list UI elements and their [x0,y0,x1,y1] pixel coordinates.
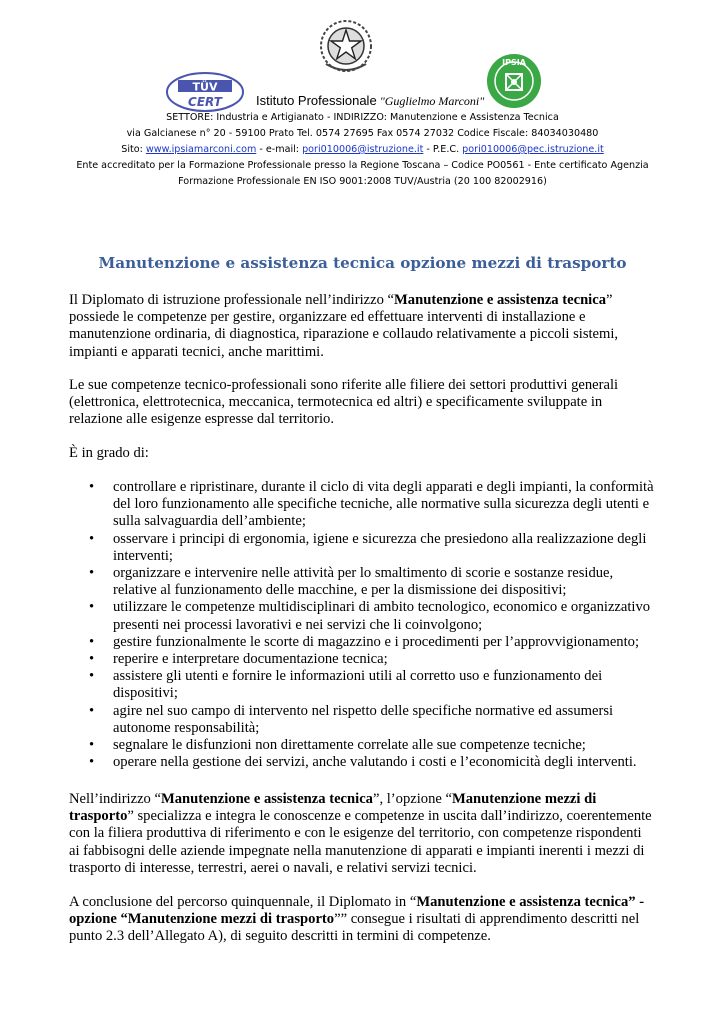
list-item-line: segnalare le disfunzioni non direttamente correlate alle sue competenze tecniche; [113,737,586,754]
address-line: via Galcianese n° 20 - 59100 Prato Tel. 0574 27695 Fax 0574 27032 Codice Fiscale: 84034030480 [126,128,599,139]
bullet-icon: • [89,565,95,582]
bold-text-run: Manutenzione e assistenza tecnica [160,791,373,807]
paragraph-1-line-1 [69,292,669,309]
paragraph-1-line-2: possiede le competenze per gestire, organizzare ed effettuare interventi di installazione e [69,309,586,326]
sector-line: SETTORE: Industria e Artigianato - INDIRIZZO: Manutenzione e Assistenza Tecnica [166,112,559,123]
ipsia-logo [484,52,544,110]
list-item-line: controllare e ripristinare, durante il ciclo di vita degli apparati e degli impianti, la conformità [113,479,654,495]
email-label: - e-mail: [256,144,303,155]
list-item-line: gestire funzionalmente le scorte di magazzino e i procedimenti per l’approvvigionamento; [113,633,639,650]
list-item-line: sulla salvaguardia dell’ambiente; [113,513,306,530]
text-run: ” [606,292,613,308]
paragraph-1-line-3: manutenzione ordinaria, di diagnostica, riparazione e collaudo relativamente a piccoli sistemi, [69,326,619,343]
website-link[interactable]: www.ipsiamarconi.com [145,144,257,155]
list-item-line: utilizzare le competenze multidisciplinari di ambito tecnologico, economico e organizzativo [113,599,651,616]
bold-text-run: Manutenzione e assistenza tecnica [394,292,607,308]
bullet-icon: • [89,737,95,754]
list-item [69,565,669,599]
institute-name-text: Istituto Professionale [256,93,377,108]
bullet-icon: • [89,530,95,547]
list-item [69,479,669,531]
bullet-icon: • [89,651,95,668]
email-link[interactable]: pori010006@istruzione.it [302,144,424,155]
paragraph-2-line-2: (elettronica, elettrotecnica, meccanica, termotecnica ed altri) e specificamente sviluppate in [69,394,603,411]
list-item-line: del loro funzionamento alle specifiche tecniche, alle normative sulla sicurezza degli utenti e [113,496,650,513]
paragraph-4-line-1 [69,894,669,911]
list-item-line: osservare i principi di ergonomia, igiene e sicurezza che presiedono alla realizzazione degli [113,530,647,547]
text-run: Il Diplomato di istruzione professionale nell’indirizzo “ [69,292,395,308]
list-item [69,531,669,565]
certification-line: Formazione Professionale EN ISO 9001:2008 TUV/Austria (20 100 82002916) [178,176,547,187]
ipsia-logo-icon [484,52,544,110]
list-intro: È in grado di: [69,445,149,461]
list-item-line: autonome responsabilità; [113,719,260,736]
paragraph-2-line-1: Le sue competenze tecnico-professionali sono riferite alle filiere dei settori produttivi generali [69,377,619,393]
svg-text:IPSIA: IPSIA [502,58,526,67]
institute-name-italic: "Guglielmo Marconi" [379,94,485,108]
paragraph-4-line-2 [69,911,669,928]
bullet-icon: • [89,668,95,685]
list-item-line: presenti nei processi lavorativi e nei servizi che li coinvolgono; [113,616,483,633]
paragraph-3-line-2 [69,808,669,825]
list-item-line: organizzare e intervenire nelle attività per lo smaltimento di scorie e sostanze residue, [113,565,614,582]
bold-text-run: opzione “Manutenzione mezzi di trasporto [69,911,335,928]
text-run: ”, l’opzione “ [372,791,452,807]
list-item [69,703,669,737]
paragraph-3-line-1 [69,791,669,808]
bold-text-run: trasporto [69,808,128,825]
bullet-icon: • [89,479,95,495]
list-item [69,754,669,771]
pec-link[interactable]: pori010006@pec.istruzione.it [462,144,604,155]
list-item-line: relative al funzionamento delle macchine, e per la dismissione dei dispositivi; [113,582,567,599]
bold-text-run: Manutenzione e assistenza tecnica” - [416,894,645,910]
bullet-icon: • [89,633,95,650]
list-item [69,668,669,702]
accreditation-line: Ente accreditato per la Formazione Professionale presso la Regione Toscana – Codice PO0561 - Ente certificato Agenzia [76,160,649,171]
competences-list [69,479,669,771]
bullet-icon: • [89,754,95,771]
paragraph-2-line-3: relazione alle esigenze espresse dal territorio. [69,411,334,428]
text-run: ” specializza e integra le conoscenze e competenze in uscita dall’indirizzo, coerentemente [127,808,652,825]
paragraph-2 [69,377,669,429]
pec-label: - P.E.C. [423,144,463,155]
paragraph-3-line-4: ai fabbisogni delle aziende impegnate nella manutenzione di apparati e impianti inerenti i mezzi di [69,842,645,859]
tuv-cert-logo [164,70,246,114]
text-run: Nell’indirizzo “ [69,791,161,807]
svg-text:CERT: CERT [188,95,222,109]
paragraph-3-line-5: trasporto di interesse, terrestri, aerei o navali, e relativi servizi tecnici. [69,859,477,876]
list-item-line: assistere gli utenti e fornire le informazioni utili al corretto uso e funzionamento dei [113,668,603,685]
bold-text-run: Manutenzione mezzi di [451,791,597,807]
list-item-line: agire nel suo campo di intervento nel rispetto delle specifiche normative ed assumersi [113,702,614,719]
list-item [69,737,669,754]
paragraph-3-line-3: con la filiera produttiva di riferimento e con le esigenze del territorio, con competenze rispondenti [69,825,642,842]
list-item-line: dispositivi; [113,685,178,702]
paragraph-3 [69,791,669,877]
contacts-line [0,144,725,156]
list-item-line: reperire e interpretare documentazione tecnica; [113,651,388,668]
institute-name [256,93,484,109]
list-item [69,599,669,633]
sito-label: Sito: [121,144,146,155]
paragraph-4 [69,894,669,946]
text-run: A conclusione del percorso quinquennale, il Diplomato in “ [69,894,417,910]
text-run: ”” consegue i risultati di apprendimento descritti nel [334,911,640,928]
paragraph-4-line-3: punto 2.3 dell’Allegato A), di seguito descritti in termini di competenze. [69,928,491,945]
tuv-cert-logo-icon [164,70,246,114]
list-item [69,634,669,651]
svg-text:TÜV: TÜV [192,80,218,94]
republic-emblem-icon [318,18,374,74]
bullet-icon: • [89,702,95,719]
page-title: Manutenzione e assistenza tecnica opzione mezzi di trasporto [98,254,627,272]
list-item-line: interventi; [113,547,173,564]
paragraph-1-line-4: impianti e apparati tecnici, anche marittimi. [69,343,324,360]
list-item-line: operare nella gestione dei servizi, anche valutando i costi e l’economicità degli interventi. [113,754,637,771]
paragraph-1 [69,292,669,361]
list-item [69,651,669,668]
bullet-icon: • [89,599,95,616]
